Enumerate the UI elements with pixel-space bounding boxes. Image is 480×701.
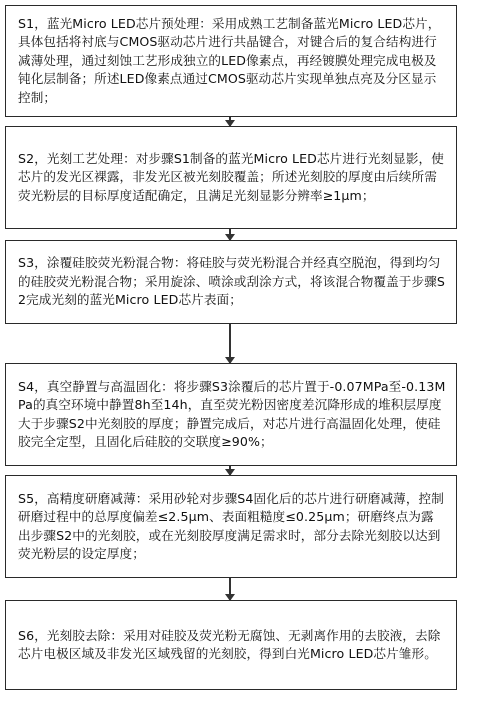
step-box-s1 [5,5,457,117]
arrow-s4-to-s5 [229,466,231,475]
step-text-s6: S6，光刻胶去除：采用对硅胶及荧光粉无腐蚀、无剥离作用的去胶液，去除芯片电极区域及非发光区域残留的光刻胶，得到白光Micro LED芯片雏形。 [18,627,441,661]
step-text-s4: S4，真空静置与高温固化：将步骤S3涂覆后的芯片置于-0.07MPa至-0.13MPa的真空环境中静置8h至14h，直至荧光粉因密度差沉降形成的堆积层厚度大于步骤S2中光刻胶的厚度；静置完成后，对芯片进行高温固化处理，使硅胶完全定型，且固化后硅胶的交联度≥90%； [18,378,446,449]
step-box-s2 [5,126,457,229]
step-box-s5 [5,475,457,578]
step-box-s4 [5,363,457,466]
arrow-s2-to-s3 [229,229,231,240]
step-text-s5: S5，高精度研磨减薄：采用砂轮对步骤S4固化后的芯片进行研磨减薄，控制研磨过程中的总厚度偏差≤2.5μm、表面粗糙度≤0.25μm；研磨终点为露出步骤S2中的光刻胶，或在光刻胶厚度满足需求时，部分去除光刻胶以达到荧光粉层的设定厚度； [18,490,444,561]
step-box-s3 [5,240,457,324]
step-text-s3: S3，涂覆硅胶荧光粉混合物：将硅胶与荧光粉混合并经真空脱泡，得到均匀的硅胶荧光粉混合物；采用旋涂、喷涂或刮涂方式，将该混合物覆盖于步骤S2完成光刻的蓝光Micro LED芯片表面； [18,255,445,308]
arrow-s5-to-s6 [229,578,231,600]
step-text-s2: S2，光刻工艺处理：对步骤S1制备的蓝光Micro LED芯片进行光刻显影，使芯片的发光区裸露，非发光区被光刻胶覆盖；所述光刻胶的厚度由后续所需荧光粉层的目标厚度适配确定，且满足光刻显影分辨率≥1μm； [18,150,444,203]
step-text-s1: S1，蓝光Micro LED芯片预处理：采用成熟工艺制备蓝光Micro LED芯片，具体包括将衬底与CMOS驱动芯片进行共晶键合，对键合后的复合结构进行减薄处理，通过刻蚀工艺形成独立的LED像素点，再经镀膜处理完成电极及钝化层制备；所述LED像素点通过CMOS驱动芯片实现单独点亮及分区显示控制； [18,15,441,105]
arrow-s3-to-s4 [229,324,231,363]
step-box-s6 [5,600,457,690]
arrow-s1-to-s2 [229,117,231,126]
